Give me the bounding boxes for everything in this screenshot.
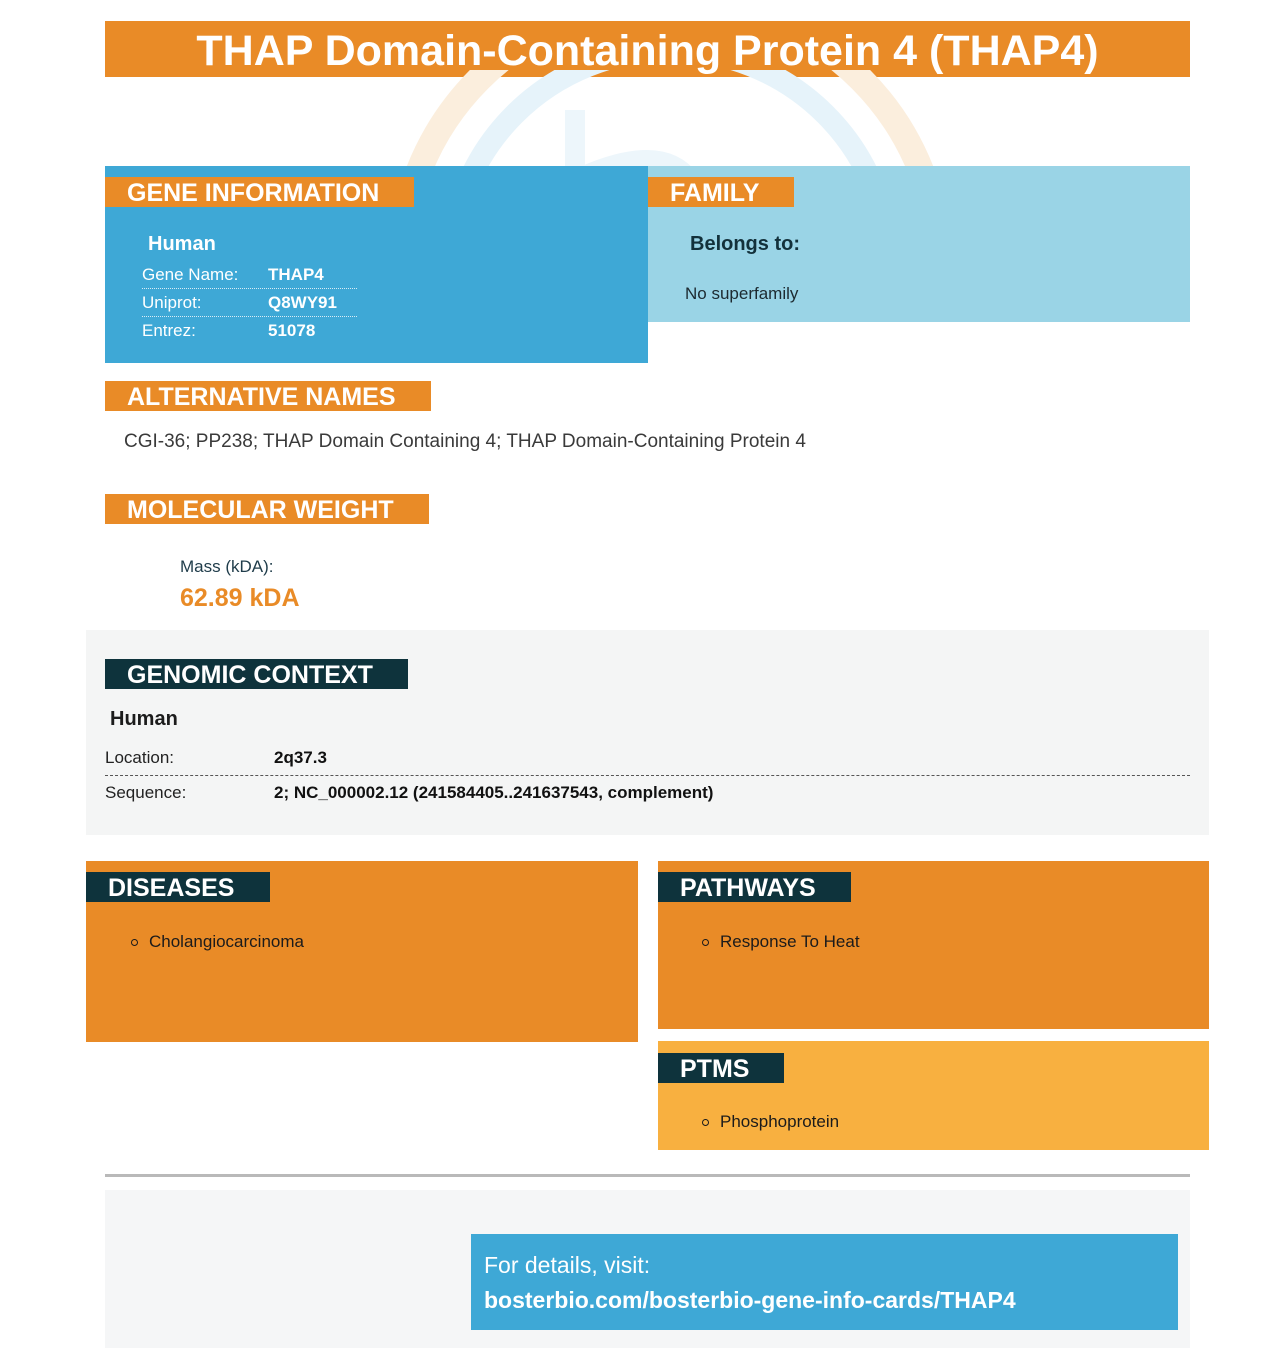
uniprot-value: Q8WY91 (268, 292, 337, 312)
entrez-row (142, 317, 357, 344)
alternative-names-text: CGI-36; PP238; THAP Domain Containing 4; THAP Domain-Containing Protein 4 (124, 431, 806, 452)
ptms-heading: PTMS (658, 1053, 784, 1083)
location-row (105, 748, 1190, 768)
sequence-value: 2; NC_000002.12 (241584405..241637543, complement) (274, 783, 714, 802)
pathway-item: Response To Heat (720, 932, 860, 951)
sequence-label: Sequence: (105, 783, 187, 802)
entrez-label: Entrez: (142, 320, 196, 340)
molecular-weight-heading: MOLECULAR WEIGHT (105, 494, 429, 524)
uniprot-label: Uniprot: (142, 292, 202, 312)
mass-value: 62.89 kDA (180, 584, 300, 612)
pathways-heading: PATHWAYS (658, 872, 851, 902)
details-link-box[interactable] (471, 1234, 1178, 1330)
mass-label: Mass (kDA): (180, 557, 274, 576)
genomic-divider (105, 775, 1190, 776)
family-heading: FAMILY (648, 177, 794, 207)
location-value: 2q37.3 (274, 748, 327, 767)
gene-name-label: Gene Name: (142, 264, 239, 284)
uniprot-row (142, 289, 357, 317)
genomic-species: Human (110, 708, 178, 730)
family-belongs-label: Belongs to: (690, 233, 800, 255)
disease-item: Cholangiocarcinoma (149, 932, 304, 951)
gene-species: Human (148, 233, 216, 255)
details-url-link[interactable]: bosterbio.com/bosterbio-gene-info-cards/THAP4 (484, 1287, 1016, 1313)
gene-information-heading: GENE INFORMATION (105, 177, 414, 207)
diseases-heading: DISEASES (86, 872, 270, 902)
sequence-row (105, 783, 1190, 803)
gene-name-row (142, 261, 357, 289)
page-title: THAP Domain-Containing Protein 4 (THAP4) (105, 21, 1190, 77)
genomic-context-heading: GENOMIC CONTEXT (105, 659, 408, 689)
location-label: Location: (105, 748, 174, 767)
ptm-item: Phosphoprotein (720, 1112, 840, 1131)
details-visit-text: For details, visit: (484, 1252, 651, 1278)
family-value: No superfamily (685, 284, 799, 303)
alternative-names-heading: ALTERNATIVE NAMES (105, 381, 431, 411)
gene-info-table (142, 261, 357, 344)
footer-divider (105, 1174, 1190, 1177)
entrez-value: 51078 (268, 320, 316, 340)
gene-name-value: THAP4 (268, 264, 324, 284)
